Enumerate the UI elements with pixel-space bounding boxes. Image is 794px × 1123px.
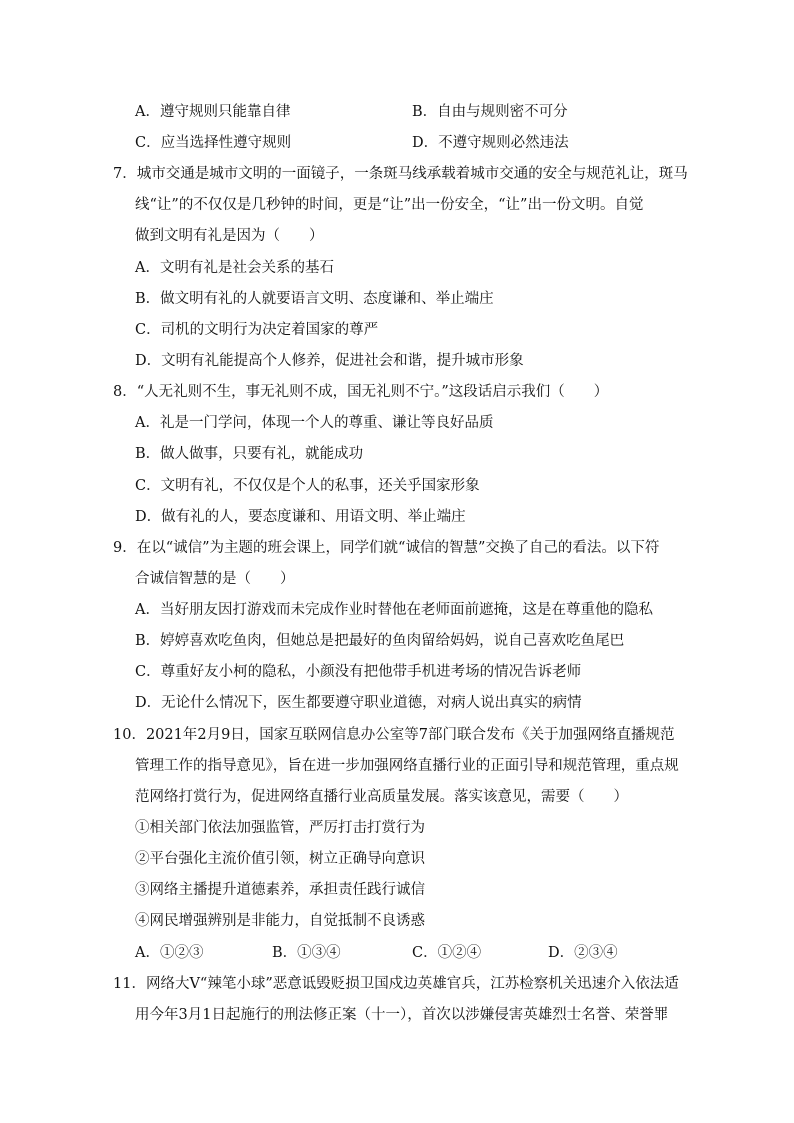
q6-option-d: D．不遵守规则必然违法 xyxy=(412,135,569,151)
q9-stem-line-1: 9．在以“诚信”为主题的班会课上，同学们就“诚信的智慧”交换了自己的看法。以下符 xyxy=(113,540,660,556)
q10-statement-1: ①相关部门依法加强监管，严厉打击打赏行为 xyxy=(135,820,425,836)
q10-statement-2: ②平台强化主流价值引领，树立正确导向意识 xyxy=(135,851,425,867)
q7-stem-line-3: 做到文明有礼是因为（ ） xyxy=(135,228,324,244)
q9-option-c: C．尊重好友小柯的隐私，小颜没有把他带手机进考场的情况告诉老师 xyxy=(135,664,582,680)
q10-option-d: D．②③④ xyxy=(548,945,618,961)
q10-stem-line-1: 10．2021年2月9日，国家互联网信息办公室等7部门联合发布《关于加强网络直播规范 xyxy=(113,727,675,743)
q6-option-a: A．遵守规则只能靠自律 xyxy=(135,104,291,120)
q9-stem-line-2: 合诚信智慧的是（ ） xyxy=(135,571,295,587)
q6-option-b: B．自由与规则密不可分 xyxy=(412,104,568,120)
q9-option-b: B．婷婷喜欢吃鱼肉，但她总是把最好的鱼肉留给妈妈，说自己喜欢吃鱼尾巴 xyxy=(135,633,625,649)
q11-stem-line-1: 11．网络大V“辣笔小球”恶意诋毁贬损卫国戍边英雄官兵，江苏检察机关迅速介入依法适 xyxy=(113,976,679,992)
q8-option-a: A．礼是一门学问，体现一个人的尊重、谦让等良好品质 xyxy=(135,415,494,431)
q8-stem-line-1: 8．“人无礼则不生，事无礼则不成，国无礼则不宁。”这段话启示我们（ ） xyxy=(113,384,609,400)
q11-stem-line-2: 用今年3月1日起施行的刑法修正案（十一），首次以涉嫌侵害英雄烈士名誉、荣誉罪 xyxy=(135,1007,669,1023)
q9-option-d: D．无论什么情况下，医生都要遵守职业道德，对病人说出真实的病情 xyxy=(135,695,582,711)
q9-option-a: A．当好朋友因打游戏而未完成作业时替他在老师面前遮掩，这是在尊重他的隐私 xyxy=(135,602,653,618)
q8-option-d: D．做有礼的人，要态度谦和、用语文明、举止端庄 xyxy=(135,509,466,525)
q7-stem-line-2: 线“让”的不仅仅是几秒钟的时间，更是“让”出一份安全，“让”出一份文明。自觉 xyxy=(135,197,644,213)
q7-option-b: B．做文明有礼的人就要语言文明、态度谦和、举止端庄 xyxy=(135,291,494,307)
q10-option-b: B．①③④ xyxy=(272,945,341,961)
q10-statement-3: ③网络主播提升道德素养，承担责任践行诚信 xyxy=(135,882,425,898)
q10-statement-4: ④网民增强辨别是非能力，自觉抵制不良诱惑 xyxy=(135,913,425,929)
q8-option-b: B．做人做事，只要有礼，就能成功 xyxy=(135,446,364,462)
q7-option-a: A．文明有礼是社会关系的基石 xyxy=(135,260,334,276)
q8-option-c: C．文明有礼，不仅仅是个人的私事，还关乎国家形象 xyxy=(135,478,480,494)
q10-option-a: A．①②③ xyxy=(135,945,204,961)
q10-stem-line-2: 管理工作的指导意见》，旨在进一步加强网络直播行业的正面引导和规范管理，重点规 xyxy=(135,758,679,774)
q7-option-c: C．司机的文明行为决定着国家的尊严 xyxy=(135,322,379,338)
q10-option-c: C．①②④ xyxy=(412,945,482,961)
q7-stem-line-1: 7．城市交通是城市文明的一面镜子，一条斑马线承载着城市交通的安全与规范礼让，斑马 xyxy=(113,166,688,182)
q7-option-d: D．文明有礼能提高个人修养，促进社会和谐，提升城市形象 xyxy=(135,353,524,369)
q10-stem-line-3: 范网络打赏行为，促进网络直播行业高质量发展。落实该意见，需要（ ） xyxy=(135,789,628,805)
q6-option-c: C．应当选择性遵守规则 xyxy=(135,135,292,151)
